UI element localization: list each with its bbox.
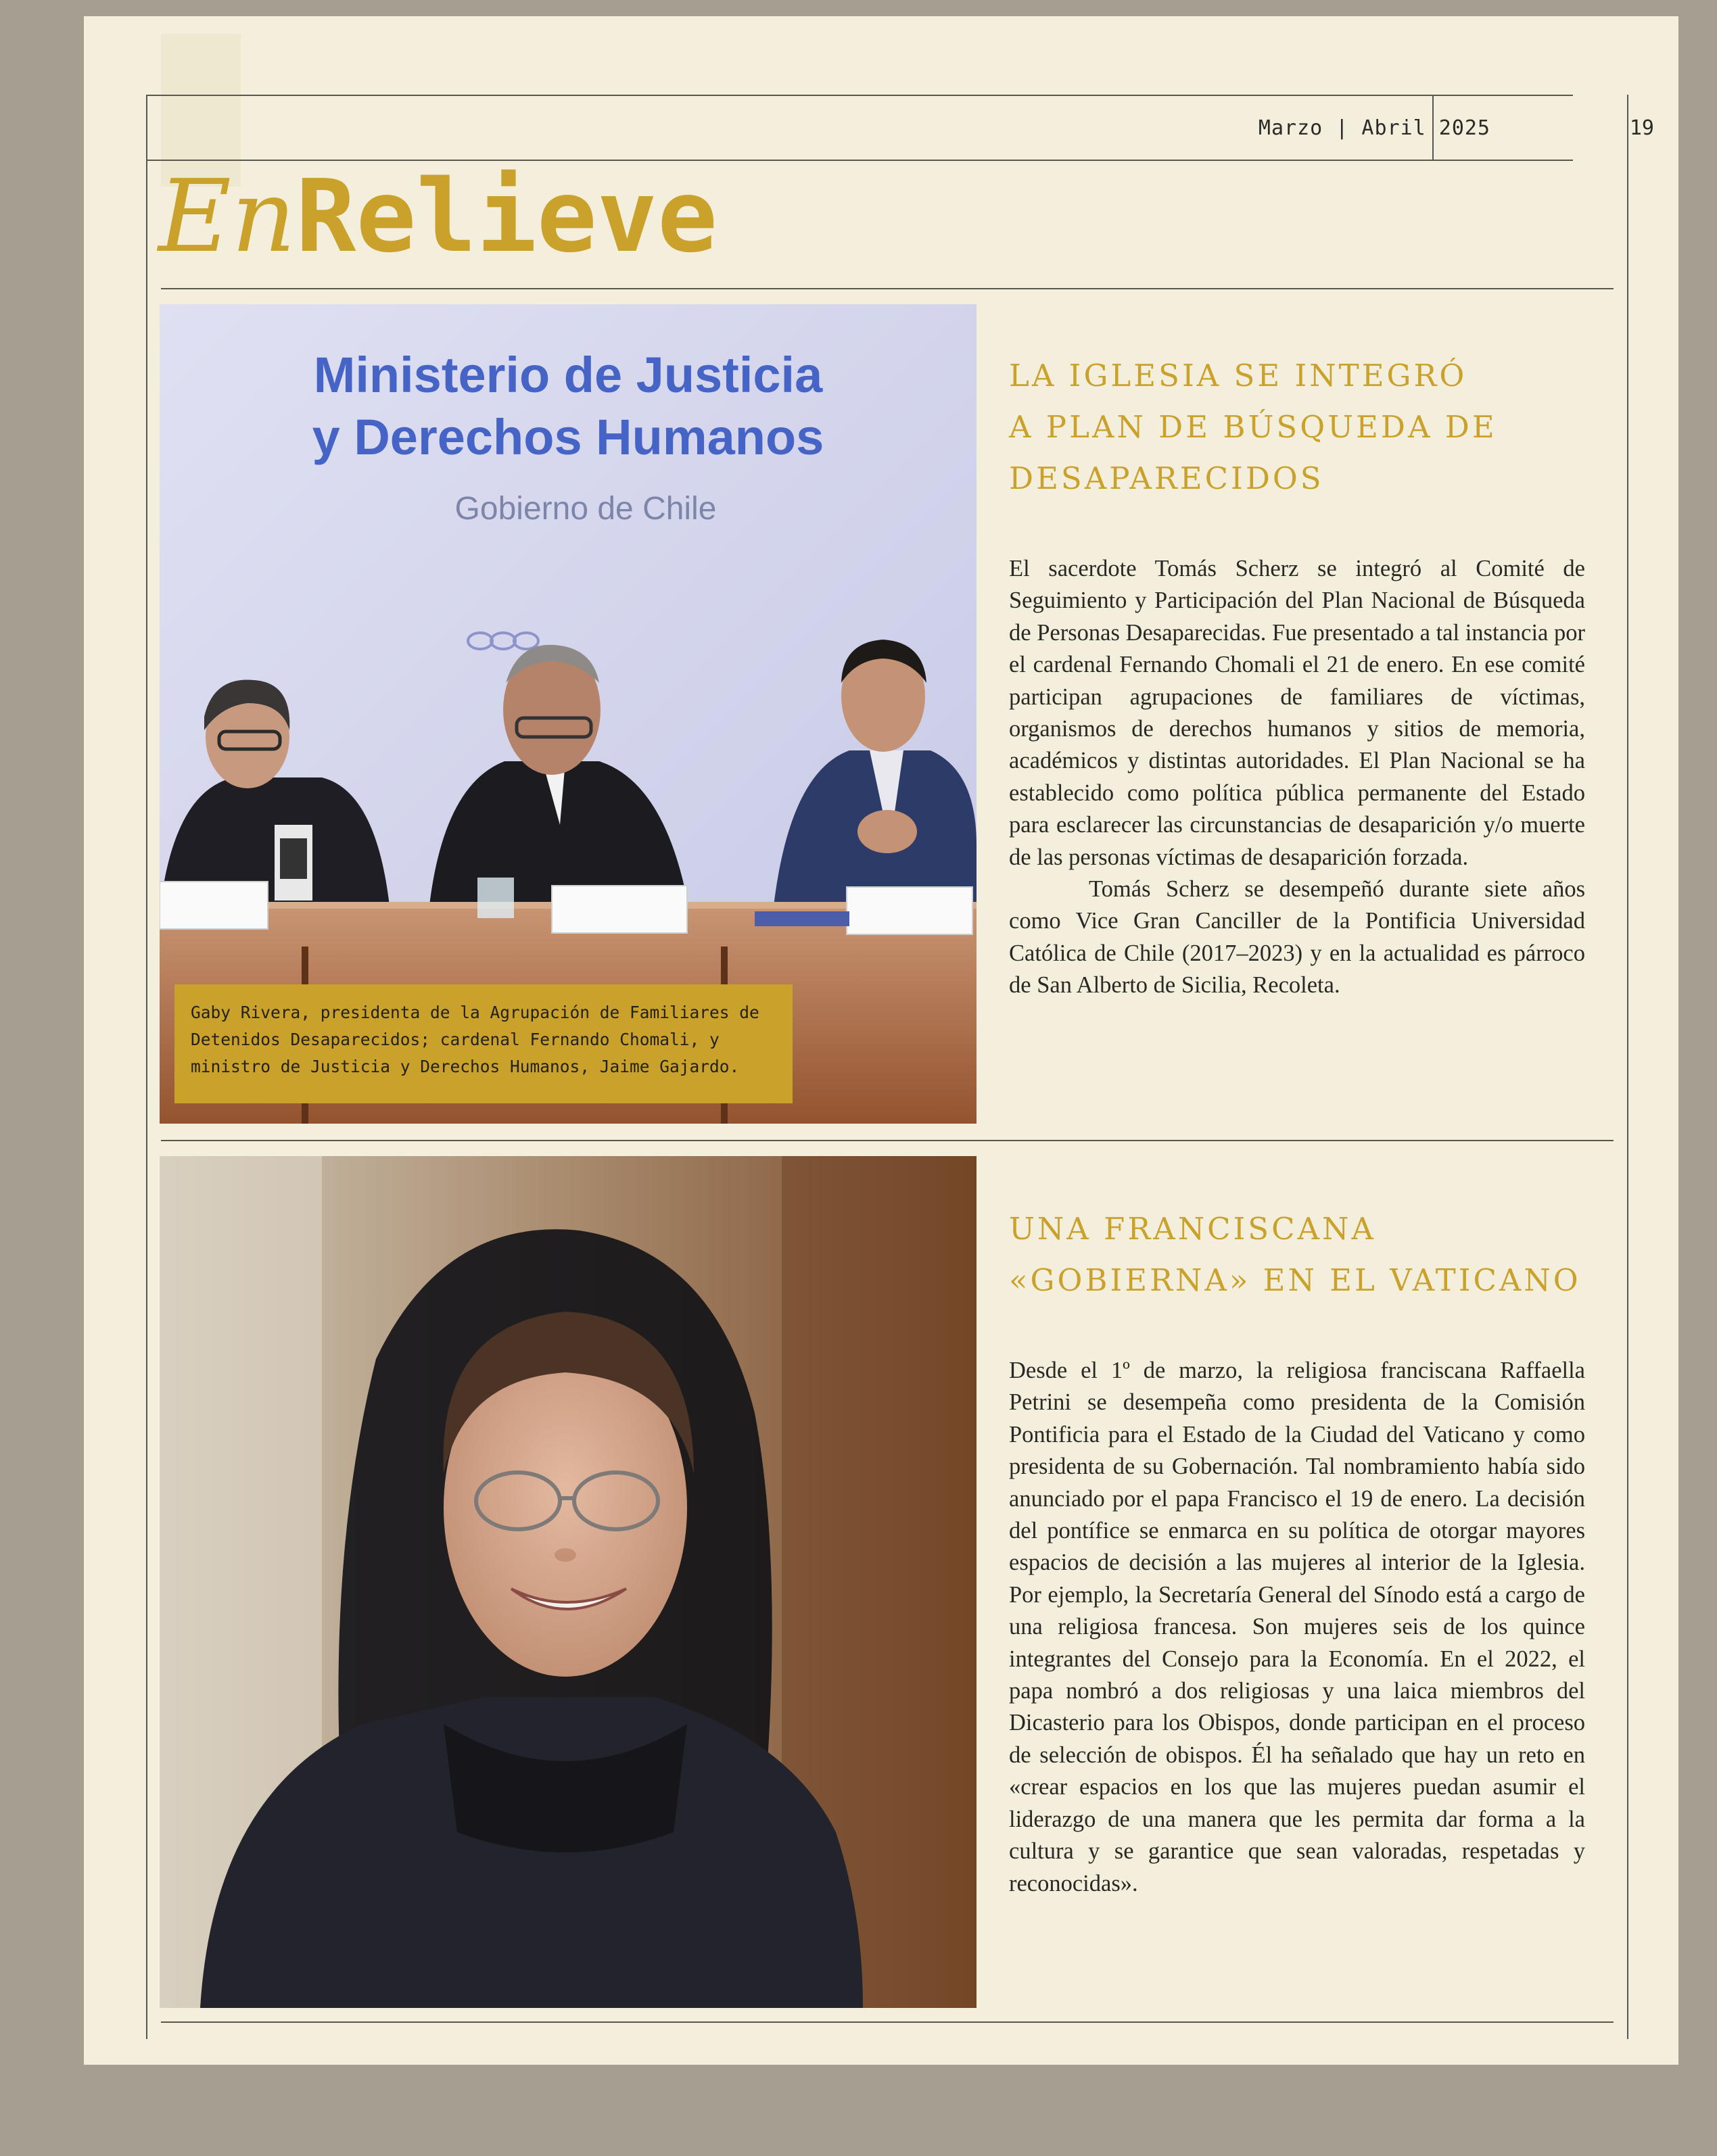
page-number: 19: [1629, 116, 1654, 140]
article1-headline-line2: A PLAN DE BÚSQUEDA DE: [1009, 409, 1497, 445]
frame-left-rule: [146, 95, 147, 2039]
photo-caption: Gaby Rivera, presidenta de la Agrupación de Familiares de Detenidos Desaparecidos; cardenal Fernando Chomali, y ministro de Justicia y Derechos Humanos, Jaime Gajardo.: [174, 984, 793, 1103]
title-bottom-rule: [161, 288, 1614, 289]
issue-date: Marzo | Abril 2025: [1258, 116, 1490, 140]
banner-line-1: Ministerio de Justicia: [313, 347, 823, 403]
article1-paragraph-2: Tomás Scherz se desempeñó durante siete años como Vice Gran Canciller de la Pontificia Universidad Católica de Chile (2017–2023) y en la actualidad es párroco de San Alberto de Sicilia, Recoleta.: [1009, 876, 1585, 999]
article2-headline-line1: UNA FRANCISCANA: [1009, 1211, 1376, 1247]
banner-line-3: Gobierno de Chile: [454, 491, 717, 527]
article2-paragraph-1: Desde el 1º de marzo, la religiosa franciscana Raffaella Petrini se desempeña como presidenta de la Comisión Pontificia para el Estado de la Ciudad del Vaticano y como presidenta de su Gobernación. Tal nombramiento había sido anunciado por el papa Francisco el 19 de enero. La decisión del pontífice se enmarca en su política de otorgar mayores espacios de decisión a las mujeres al interior de la Iglesia. Por ejemplo, la Secretaría General del Sínodo está a cargo de una religiosa francesa. Son mujeres seis de los quince integrantes del Consejo para la Economía. En el 2022, el papa nombró a dos religiosas y una laica miembros del Dicasterio para los Obispos, donde participan en el proceso de selección de obispos. Él ha señalado que hay un reto en «crear espacios en los que las mujeres puedan asumir el liderazgo de una manera que les permita dar forma a la cultura y se garantice que sean valoradas, respetadas y reconocidas».: [1009, 1358, 1585, 1896]
article2-headline: [1009, 1203, 1584, 1306]
header-top-rule: [147, 95, 1573, 96]
water-glass: [477, 878, 514, 918]
section-title: [158, 158, 718, 274]
article2-headline-line2: «GOBIERNA» EN EL VATICANO: [1009, 1262, 1581, 1298]
article1-paragraph-1: El sacerdote Tomás Scherz se integró al Comité de Seguimiento y Participación del Plan Nacional de Búsqueda de Personas Desaparecidas. Fue presentado a tal instancia por el cardenal Fernando Chomali el 21 de enero. En ese comité participan agrupaciones de familiares de víctimas, organismos de derechos humanos y sitios de memoria, académicos y distintas autoridades. El Plan Nacional se ha establecido como política pública permanente del Estado para esclarecer las circunstancias de desaparición y/o muerte de las personas víctimas de desaparición forzada.: [1009, 556, 1585, 870]
frame-right-rule: [1627, 95, 1628, 2039]
books-on-table: [755, 911, 849, 926]
article-divider-rule: [161, 1140, 1614, 1141]
article1-body: [1009, 553, 1585, 1002]
banner-line-2: y Derechos Humanos: [312, 409, 824, 465]
article2-body: [1009, 1355, 1585, 1900]
article1-headline-line1: LA IGLESIA SE INTEGRÓ: [1009, 358, 1467, 393]
section-title-italic: En: [158, 158, 296, 274]
article1-headline: [1009, 350, 1584, 504]
magazine-page: [84, 16, 1678, 2065]
page-bottom-rule: [161, 2021, 1614, 2023]
article1-headline-line3: DESAPARECIDOS: [1009, 460, 1324, 496]
nun-portrait-photo: [160, 1156, 977, 2008]
section-title-bold: Relieve: [296, 158, 718, 274]
